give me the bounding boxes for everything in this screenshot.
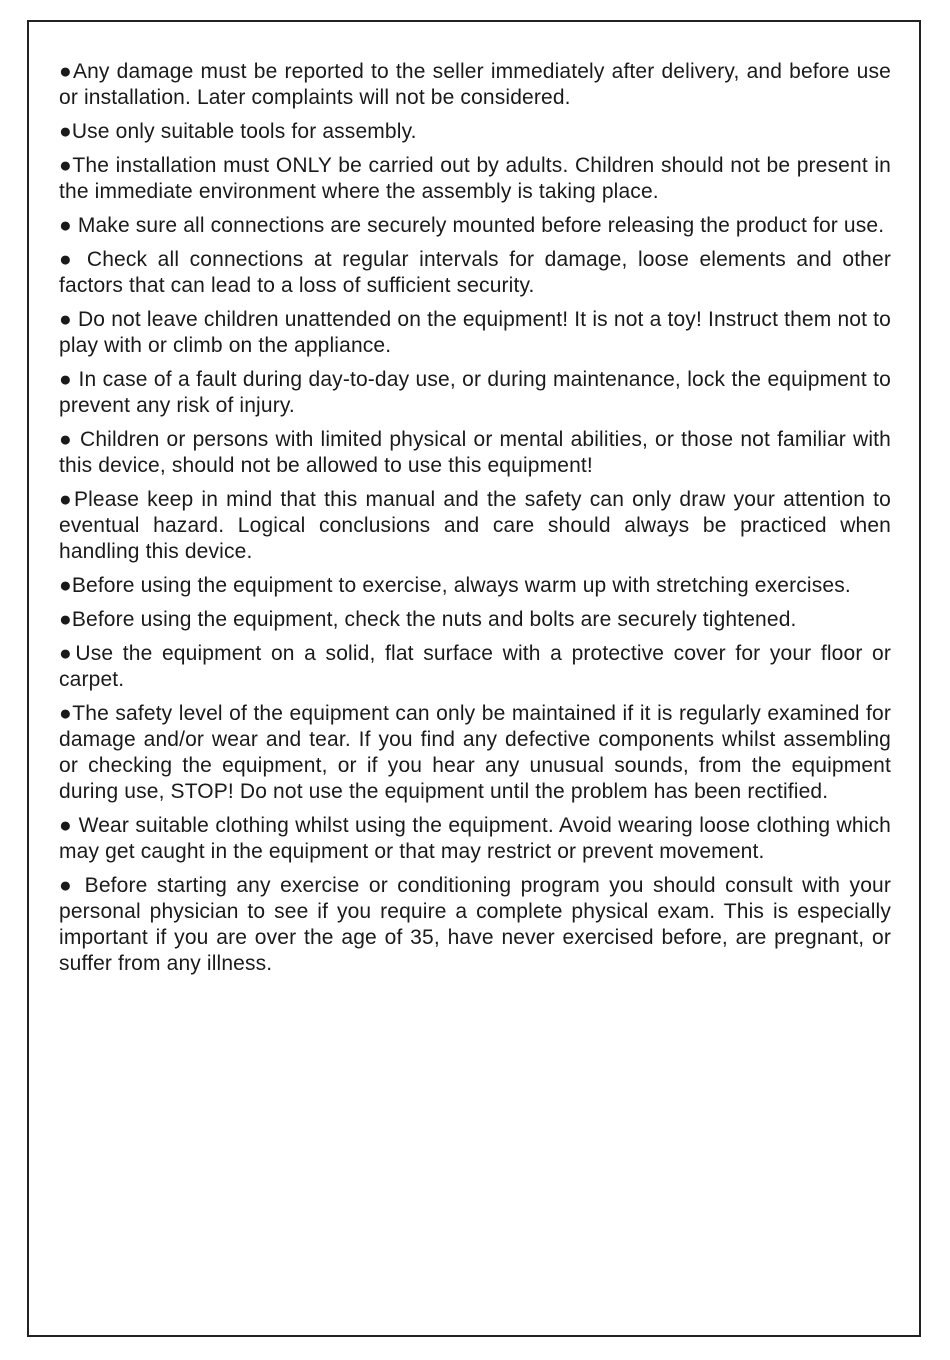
safety-note-check-connections: ● Check all connections at regular intervals for damage, loose elements and other factors that can lead to a loss of sufficient security. (59, 248, 891, 297)
safety-note-consult-physician: ● Before starting any exercise or conditioning program you should consult with your personal physician to see if you require a complete physical exam. This is especially important if you are over the age of 35, have never exercised before, are pregnant, or suffer from any illness. (59, 874, 891, 975)
safety-note-secure-connections: ● Make sure all connections are securely mounted before releasing the product for use. (59, 214, 885, 237)
safety-note-children-unattended: ● Do not leave children unattended on the equipment! It is not a toy! Instruct them not to play with or climb on the appliance. (59, 308, 891, 357)
safety-note-suitable-clothing: ● Wear suitable clothing whilst using the equipment. Avoid wearing loose clothing which may get caught in the equipment or that may restrict or prevent movement. (59, 814, 891, 863)
safety-note-warm-up: ●Before using the equipment to exercise, always warm up with stretching exercises. (59, 574, 851, 597)
safety-note-suitable-tools: ●Use only suitable tools for assembly. (59, 120, 417, 143)
safety-note-fault-lock: ● In case of a fault during day-to-day use, or during maintenance, lock the equipment to prevent any risk of injury. (59, 368, 891, 417)
safety-note-adults-only: ●The installation must ONLY be carried out by adults. Children should not be present in the immediate environment where the assembly is taking place. (59, 154, 891, 203)
safety-note-limited-abilities: ● Children or persons with limited physical or mental abilities, or those not familiar with this device, should not be allowed to use this equipment! (59, 428, 891, 477)
safety-note-manual-hazard: ●Please keep in mind that this manual and the safety can only draw your attention to eventual hazard. Logical conclusions and care should always be practiced when handling this device. (59, 488, 891, 563)
safety-note-flat-surface: ●Use the equipment on a solid, flat surface with a protective cover for your floor or carpet. (59, 642, 891, 691)
safety-note-regular-inspection: ●The safety level of the equipment can only be maintained if it is regularly examined for damage and/or wear and tear. If you find any defective components whilst assembling or checking the equipment, or if you hear any unusual sounds, from the equipment during use, STOP! Do not use the equipment until the problem has been rectified. (59, 702, 891, 803)
safety-notes-list (59, 59, 891, 985)
safety-note-nuts-bolts: ●Before using the equipment, check the nuts and bolts are securely tightened. (59, 608, 797, 631)
safety-note-damage-report: ●Any damage must be reported to the seller immediately after delivery, and before use or installation. Later complaints will not be considered. (59, 60, 891, 109)
